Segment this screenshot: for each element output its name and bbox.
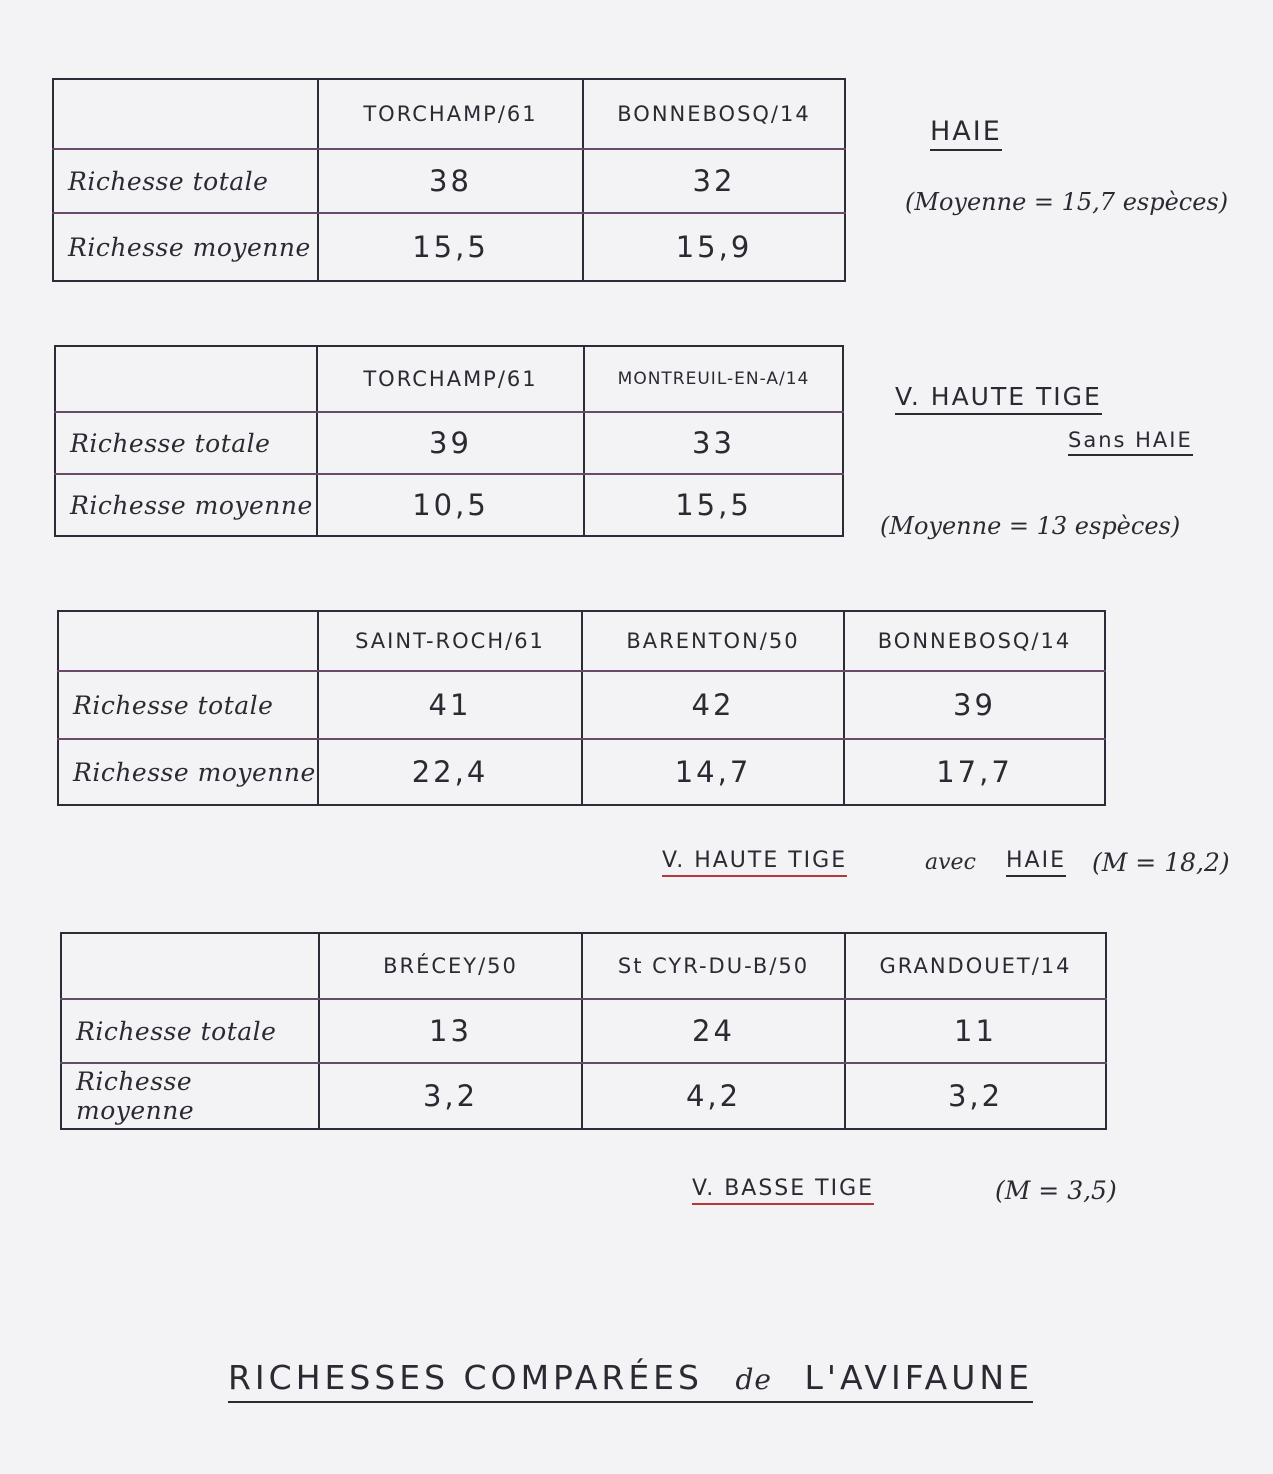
empty-header-cell [58, 611, 318, 671]
row-label: Richesse totale [55, 412, 317, 474]
row-label: Richesse totale [58, 671, 318, 739]
table-header-row [61, 933, 1106, 999]
table-header-row [53, 79, 845, 149]
vht-label: V. HAUTE TIGE [895, 382, 1102, 415]
column-header: BARENTON/50 [582, 611, 844, 671]
cell-value: 3,2 [319, 1063, 582, 1129]
page-title [228, 1358, 1033, 1403]
table-haie [52, 78, 846, 282]
row-label: Richesse moyenne [58, 739, 318, 805]
table-header-row [58, 611, 1105, 671]
row-label: Richesse totale [53, 149, 318, 213]
cell-value: 15,9 [583, 213, 845, 281]
cell-value: 4,2 [582, 1063, 845, 1129]
cell-value: 42 [582, 671, 844, 739]
haie-mean-note: (Moyenne = 15,7 espèces) [905, 188, 1229, 216]
table-row [55, 412, 843, 474]
table-row [55, 474, 843, 536]
cell-value: 39 [317, 412, 584, 474]
cell-value: 14,7 [582, 739, 844, 805]
column-header: TORCHAMP/61 [317, 346, 584, 412]
vbt-mean-note: (M = 3,5) [995, 1176, 1117, 1205]
title-part-2: L'AVIFAUNE [804, 1358, 1033, 1397]
cell-value: 11 [845, 999, 1106, 1063]
cell-value: 39 [844, 671, 1105, 739]
title-de: de [735, 1363, 772, 1396]
cell-value: 15,5 [584, 474, 843, 536]
empty-header-cell [53, 79, 318, 149]
row-label: Richesse moyenne [61, 1063, 319, 1129]
title-part-1: RICHESSES COMPARÉES [228, 1358, 703, 1397]
column-header: MONTREUIL-EN-A/14 [584, 346, 843, 412]
vht-haie-mean-note: (M = 18,2) [1092, 848, 1230, 877]
cell-value: 10,5 [317, 474, 584, 536]
cell-value: 15,5 [318, 213, 583, 281]
cell-value: 22,4 [318, 739, 582, 805]
row-label: Richesse moyenne [53, 213, 318, 281]
column-header: BONNEBOSQ/14 [844, 611, 1105, 671]
empty-header-cell [61, 933, 319, 999]
table-row [53, 149, 845, 213]
table-header-row [55, 346, 843, 412]
column-header: BONNEBOSQ/14 [583, 79, 845, 149]
table-vht-avec-haie [57, 610, 1106, 806]
cell-value: 41 [318, 671, 582, 739]
column-header: GRANDOUET/14 [845, 933, 1106, 999]
table-row [61, 1063, 1106, 1129]
column-header: St CYR-DU-B/50 [582, 933, 845, 999]
row-label: Richesse moyenne [55, 474, 317, 536]
table-row [61, 999, 1106, 1063]
table-vbt [60, 932, 1107, 1130]
vht-haie-label: V. HAUTE TIGE [662, 848, 847, 877]
column-header: TORCHAMP/61 [318, 79, 583, 149]
table-vht-sans-haie [54, 345, 844, 537]
cell-value: 24 [582, 999, 845, 1063]
cell-value: 17,7 [844, 739, 1105, 805]
row-label: Richesse totale [61, 999, 319, 1063]
cell-value: 3,2 [845, 1063, 1106, 1129]
table-row [58, 739, 1105, 805]
cell-value: 32 [583, 149, 845, 213]
table-row [53, 213, 845, 281]
vht-mean-note: (Moyenne = 13 espèces) [880, 512, 1181, 540]
sans-haie-label: Sans HAIE [1068, 428, 1193, 456]
column-header: SAINT-ROCH/61 [318, 611, 582, 671]
cell-value: 13 [319, 999, 582, 1063]
empty-header-cell [55, 346, 317, 412]
table-row [58, 671, 1105, 739]
haie-label: HAIE [930, 116, 1002, 151]
column-header: BRÉCEY/50 [319, 933, 582, 999]
avec-label: avec [925, 850, 976, 875]
vbt-label: V. BASSE TIGE [692, 1176, 874, 1205]
cell-value: 38 [318, 149, 583, 213]
haie-label-2: HAIE [1006, 848, 1066, 877]
cell-value: 33 [584, 412, 843, 474]
